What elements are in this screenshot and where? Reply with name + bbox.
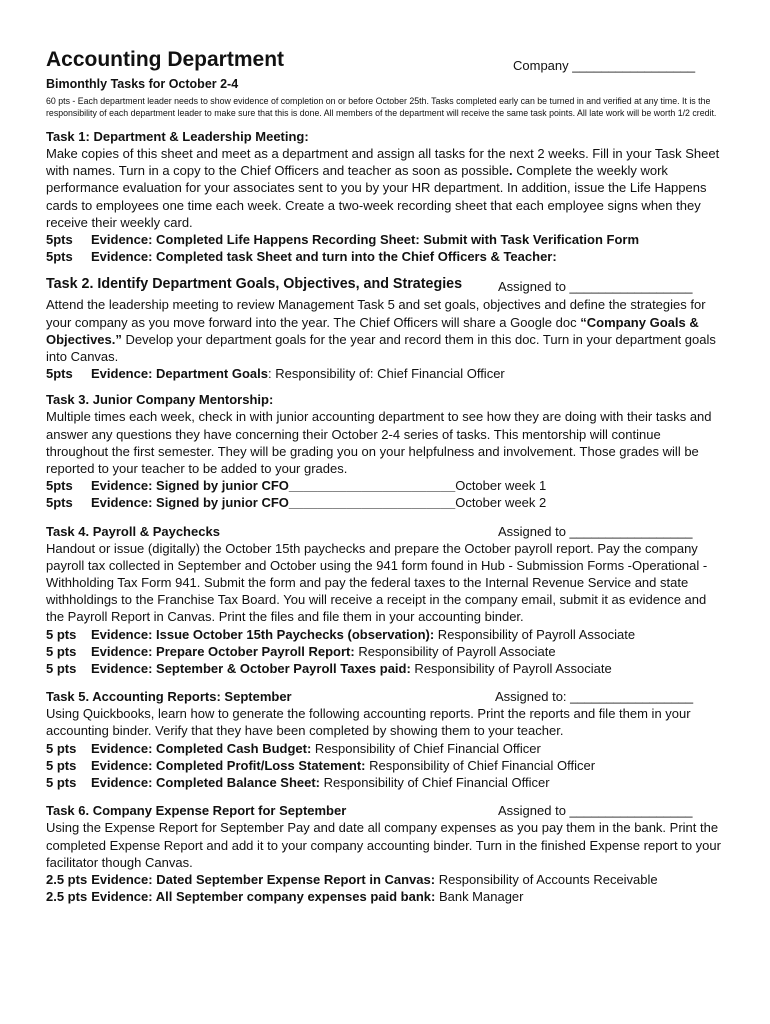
- task-4-evidence-2: [46, 643, 726, 660]
- task-2-description: [46, 296, 726, 365]
- evidence-points: 5 pts: [46, 757, 77, 773]
- task-4-assigned-field: Assigned to _________________: [498, 523, 693, 539]
- evidence-points: 5pts: [46, 366, 73, 382]
- task-6-section: [46, 802, 726, 905]
- evidence-points: 5pts: [46, 495, 73, 511]
- evidence-points: 5pts: [46, 249, 73, 265]
- task-5-title: Task 5. Accounting Reports: September: [46, 689, 292, 705]
- evidence-points: 2.5 pts: [46, 871, 88, 887]
- evidence-responsibility: Responsibility of Chief Financial Officer: [365, 757, 596, 773]
- evidence-label: Evidence: Completed Balance Sheet:: [91, 775, 321, 791]
- company-field: Company _________________: [513, 58, 696, 73]
- evidence-responsibility: Responsibility of Accounts Receivable: [435, 871, 658, 887]
- task-1-evidence-2: [46, 248, 726, 265]
- evidence-points: 5pts: [46, 232, 73, 248]
- task-2-doc-name: “Company Goals & Objectives.”: [46, 314, 699, 347]
- task-4-evidence-1: [46, 626, 726, 643]
- task-2-header: [46, 276, 726, 296]
- task-6-evidence-2: [46, 888, 726, 905]
- task-1-evidence-1: [46, 231, 726, 248]
- task-4-header: [46, 523, 726, 540]
- task-2-title: Task 2. Identify Department Goals, Objectives, and Strategies: [46, 276, 463, 293]
- task-2-evidence-1: [46, 365, 726, 382]
- evidence-label: Evidence: Dated September Expense Report in Canvas:: [91, 871, 436, 887]
- task-5-evidence-1: [46, 740, 726, 757]
- task-2-section: [46, 276, 726, 382]
- task-5-assigned-field: Assigned to: _________________: [495, 689, 694, 705]
- evidence-label: Evidence: Completed Cash Budget:: [91, 740, 312, 756]
- evidence-points: 5 pts: [46, 643, 77, 659]
- evidence-responsibility: Responsibility of Payroll Associate: [434, 626, 636, 642]
- evidence-points: 5 pts: [46, 661, 77, 677]
- evidence-responsibility: Responsibility of Chief Financial Officer: [311, 740, 541, 756]
- task-5-description: Using Quickbooks, learn how to generate the following accounting reports. Print the reports and file them in your accounting binder. Verify that they have been completed by showing them to your teacher.: [46, 706, 691, 739]
- evidence-points: 5 pts: [46, 626, 77, 642]
- task-5-header: [46, 688, 726, 705]
- task-1-section: [46, 128, 726, 265]
- evidence-points: 5 pts: [46, 740, 77, 756]
- task-4-title: Task 4. Payroll & Paychecks: [46, 523, 220, 539]
- evidence-label: Evidence: Completed Profit/Loss Statement:: [91, 757, 366, 773]
- task-2-text-a: Attend the leadership meeting to review Management Task 5 and set goals, objectives and define the strategies for your company as you move forward into the year. The Chief Officers will share a Google doc: [46, 297, 706, 330]
- evidence-responsibility: Responsibility of Payroll Associate: [354, 643, 556, 659]
- page-title: Accounting Department: [46, 48, 285, 71]
- evidence-label: Evidence: Issue October 15th Paychecks (observation):: [91, 626, 435, 642]
- evidence-label: Evidence: Prepare October Payroll Report:: [91, 643, 355, 659]
- task-3-description: Multiple times each week, check in with junior accounting department to see how they are doing with their tasks and answer any questions they have concerning their October 2-4 series of tasks. This mentorship will continue throughout the first semester. They will be grading you on your helpfulness and involvement. Those grades will be reported to your teacher to be added to your grades.: [46, 409, 712, 477]
- document-header: [46, 46, 726, 76]
- task-5-evidence-3: [46, 774, 726, 791]
- evidence-responsibility: Bank Manager: [435, 889, 524, 905]
- evidence-label: Evidence: All September company expenses paid bank:: [91, 889, 436, 905]
- task-1-text-dot: .: [508, 163, 513, 179]
- task-3-title: Task 3. Junior Company Mentorship:: [46, 392, 274, 408]
- evidence-responsibility: Responsibility of Chief Financial Officer: [320, 775, 550, 791]
- task-4-description: Handout or issue (digitally) the October 15th paychecks and prepare the October payroll report. Pay the company payroll tax collected in September and October using the 941 form found in Hub - Submission Forms -Operational - Withholding Tax Form 941. Submit the form and pay the federal taxes to the Internal Revenue Service and state withholdings to the Franchise Tax Board. You will receive a receipt in the company email, submit it as evidence and the Payroll Report in Canvas. Print the files and file them in your accounting binder.: [46, 540, 708, 625]
- evidence-label: Evidence: Department Goals: [91, 366, 268, 382]
- task-1-text-a: Make copies of this sheet and meet as a department and assign all tasks for the next 2 weeks. Fill in your Task Sheet with names. Turn in a copy to the Chief Officers and teacher as soon as possible: [46, 146, 720, 179]
- task-1-title: Task 1: Department & Leadership Meeting:: [46, 129, 309, 144]
- evidence-label: Evidence: Completed Life Happens Recording Sheet: Submit with Task Verification Form: [91, 232, 640, 248]
- task-2-assigned-field: Assigned to _________________: [498, 279, 693, 295]
- evidence-points: 2.5 pts: [46, 889, 88, 905]
- evidence-week: October week 1: [455, 478, 547, 494]
- task-3-evidence-1: [46, 477, 726, 494]
- task-6-assigned-field: Assigned to _________________: [498, 803, 693, 819]
- task-1-text-b: Complete the weekly work performance evaluation for your associates sent to you by your HR department. In addition, issue the Life Happens cards to employees one time each week. Create a two-week recording sheet that each employee signs when they receive their weekly card.: [46, 163, 707, 230]
- task-4-evidence-3: [46, 660, 726, 677]
- task-2-text-b: Develop your department goals for the year and record them in this doc. Turn in your department goals into Canvas.: [46, 331, 716, 365]
- page-subtitle: Bimonthly Tasks for October 2-4: [46, 77, 239, 91]
- evidence-week: October week 2: [455, 495, 547, 511]
- task-5-evidence-2: [46, 757, 726, 774]
- task-5-section: [46, 688, 726, 791]
- task-6-header: [46, 802, 726, 819]
- task-6-evidence-1: [46, 871, 726, 888]
- task-6-description: Using the Expense Report for September Pay and date all company expenses as you pay them in the bank. Print the completed Expense Report and add it to your company accounting binder. Turn in the finished Expense report to your facilitator though Canvas.: [46, 820, 721, 870]
- evidence-label: Evidence: Signed by junior CFO_______________________: [91, 478, 456, 494]
- evidence-points: 5pts: [46, 478, 73, 494]
- evidence-label: Evidence: September & October Payroll Taxes paid:: [91, 661, 411, 677]
- task-3-section: [46, 391, 726, 511]
- task-sheet-page: [46, 46, 726, 905]
- evidence-label: Evidence: Completed task Sheet and turn into the Chief Officers & Teacher:: [91, 249, 557, 265]
- evidence-label: Evidence: Signed by junior CFO_______________________: [91, 495, 456, 511]
- evidence-points: 5 pts: [46, 775, 77, 791]
- task-6-title: Task 6. Company Expense Report for September: [46, 803, 347, 819]
- task-3-evidence-2: [46, 494, 726, 511]
- evidence-responsibility: : Responsibility of: Chief Financial Officer: [268, 366, 505, 382]
- task-1-description: [46, 145, 726, 231]
- task-4-section: [46, 523, 726, 678]
- evidence-responsibility: Responsibility of Payroll Associate: [410, 661, 612, 677]
- intro-paragraph: 60 pts - Each department leader needs to show evidence of completion on or before October 25th. Tasks completed early can be turned in and verified at any time. It is the responsibility of each department leader to make sure that this is done. All members of the department will receive the same task points. All late work will be worth 1/2 credit.: [46, 96, 717, 118]
